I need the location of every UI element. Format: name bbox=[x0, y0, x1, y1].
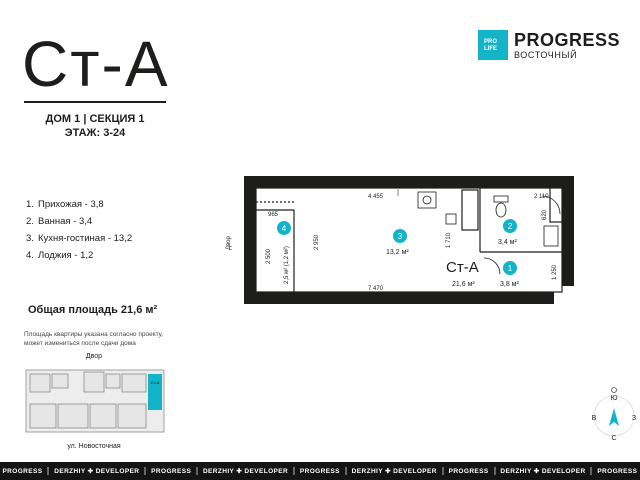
dim-bath-height: 1 710 bbox=[446, 232, 452, 248]
dim-loggia-width: 965 bbox=[268, 212, 279, 218]
room-item bbox=[26, 230, 132, 247]
footer-brand-b: DERZHIY ✚ DEVELOPER bbox=[500, 468, 586, 475]
footer-brand-a: PROGRESS bbox=[2, 467, 43, 475]
total-area: Общая площадь 21,6 м² bbox=[28, 304, 158, 316]
room-label: Лоджия - 1,2 bbox=[38, 250, 94, 261]
room-list bbox=[26, 196, 132, 264]
dim-bath-door: 620 bbox=[542, 209, 548, 220]
dim-entry-height: 1 250 bbox=[552, 264, 558, 280]
minimap-top-label: Двор bbox=[85, 353, 103, 360]
room-number: 3. bbox=[26, 233, 34, 244]
badge-line2: LIFE bbox=[484, 46, 497, 52]
compass-west: З bbox=[631, 415, 637, 422]
footer-separator bbox=[196, 467, 198, 475]
dim-top: 4 455 bbox=[368, 194, 384, 200]
room-marker-area: 2,5 м² (1,2 м²) bbox=[284, 246, 290, 284]
footer-separator bbox=[345, 467, 347, 475]
footer-brand-a: PROGRESS bbox=[597, 467, 638, 475]
room-number: 2. bbox=[26, 216, 34, 227]
room-item bbox=[26, 196, 132, 213]
room-marker-number: 1 bbox=[507, 264, 513, 273]
house-section-label: ДОМ 1 | СЕКЦИЯ 1 bbox=[45, 113, 145, 125]
room-marker-area: 13,2 м² bbox=[386, 249, 409, 256]
brand-name: PROGRESS bbox=[514, 30, 621, 50]
site-minimap bbox=[0, 350, 180, 460]
room-label: Кухня-гостиная - 13,2 bbox=[38, 233, 133, 244]
footer-brand-a: PROGRESS bbox=[151, 467, 192, 475]
room-label: Ванная - 3,4 bbox=[38, 216, 93, 227]
room-marker-number: 2 bbox=[507, 222, 513, 231]
badge-line1: PRO bbox=[484, 39, 498, 45]
room-marker-number: 3 bbox=[397, 232, 403, 241]
footer-brand-b: DERZHIY ✚ DEVELOPER bbox=[202, 468, 289, 475]
yard-side-label: Двор bbox=[226, 236, 232, 250]
apartment-title: Ст-А bbox=[22, 28, 170, 100]
compass-east: В bbox=[591, 415, 597, 422]
compass-icon bbox=[580, 380, 640, 450]
room-marker-area: 3,4 м² bbox=[498, 239, 517, 246]
compass-north: С bbox=[611, 435, 617, 442]
room-number: 1. bbox=[26, 199, 34, 210]
dim-left-height: 2 500 bbox=[266, 248, 272, 264]
room-item bbox=[26, 247, 132, 264]
footer-brand-a: PROGRESS bbox=[448, 467, 489, 475]
unit-label: Ст-А bbox=[446, 259, 479, 276]
progress-logo-badge bbox=[478, 30, 508, 60]
room-marker-area: 3,8 м² bbox=[500, 281, 519, 288]
footer-brand-b: DERZHIY ✚ DEVELOPER bbox=[54, 468, 140, 475]
area-disclaimer: Площадь квартиры указана согласно проекту, может измениться после сдачи дома bbox=[24, 331, 164, 347]
dim-mid-height: 2 950 bbox=[314, 234, 320, 250]
dim-bottom: 7 470 bbox=[368, 286, 384, 292]
brand-subtitle: ВОСТОЧНЫЙ bbox=[514, 50, 578, 60]
compass-needle-icon bbox=[609, 408, 619, 426]
floor-plan bbox=[218, 170, 598, 310]
footer-separator bbox=[47, 467, 49, 475]
footer-separator bbox=[293, 467, 295, 475]
room-label: Прихожая - 3,8 bbox=[38, 199, 104, 210]
dim-bath-width: 2 110 bbox=[534, 194, 549, 200]
compass-south: Ю bbox=[610, 395, 618, 402]
room-number: 4. bbox=[26, 250, 34, 261]
title-underline bbox=[24, 101, 166, 103]
minimap-street-label: ул. Новосточная bbox=[67, 443, 121, 450]
room-item bbox=[26, 213, 132, 230]
unit-area: 21,6 м² bbox=[452, 281, 475, 288]
footer-brand-strip bbox=[0, 462, 640, 480]
footer-separator bbox=[590, 467, 592, 475]
footer-separator bbox=[144, 467, 146, 475]
footer-brand-a: PROGRESS bbox=[299, 467, 340, 475]
room-marker-number: 4 bbox=[281, 224, 287, 233]
footer-separator bbox=[442, 467, 444, 475]
footer-separator bbox=[494, 467, 496, 475]
footer-brand-b: DERZHIY ✚ DEVELOPER bbox=[351, 468, 437, 475]
minimap-highlight-label: Ст-А bbox=[150, 380, 160, 385]
floor-label: ЭТАЖ: 3-24 bbox=[64, 127, 126, 139]
